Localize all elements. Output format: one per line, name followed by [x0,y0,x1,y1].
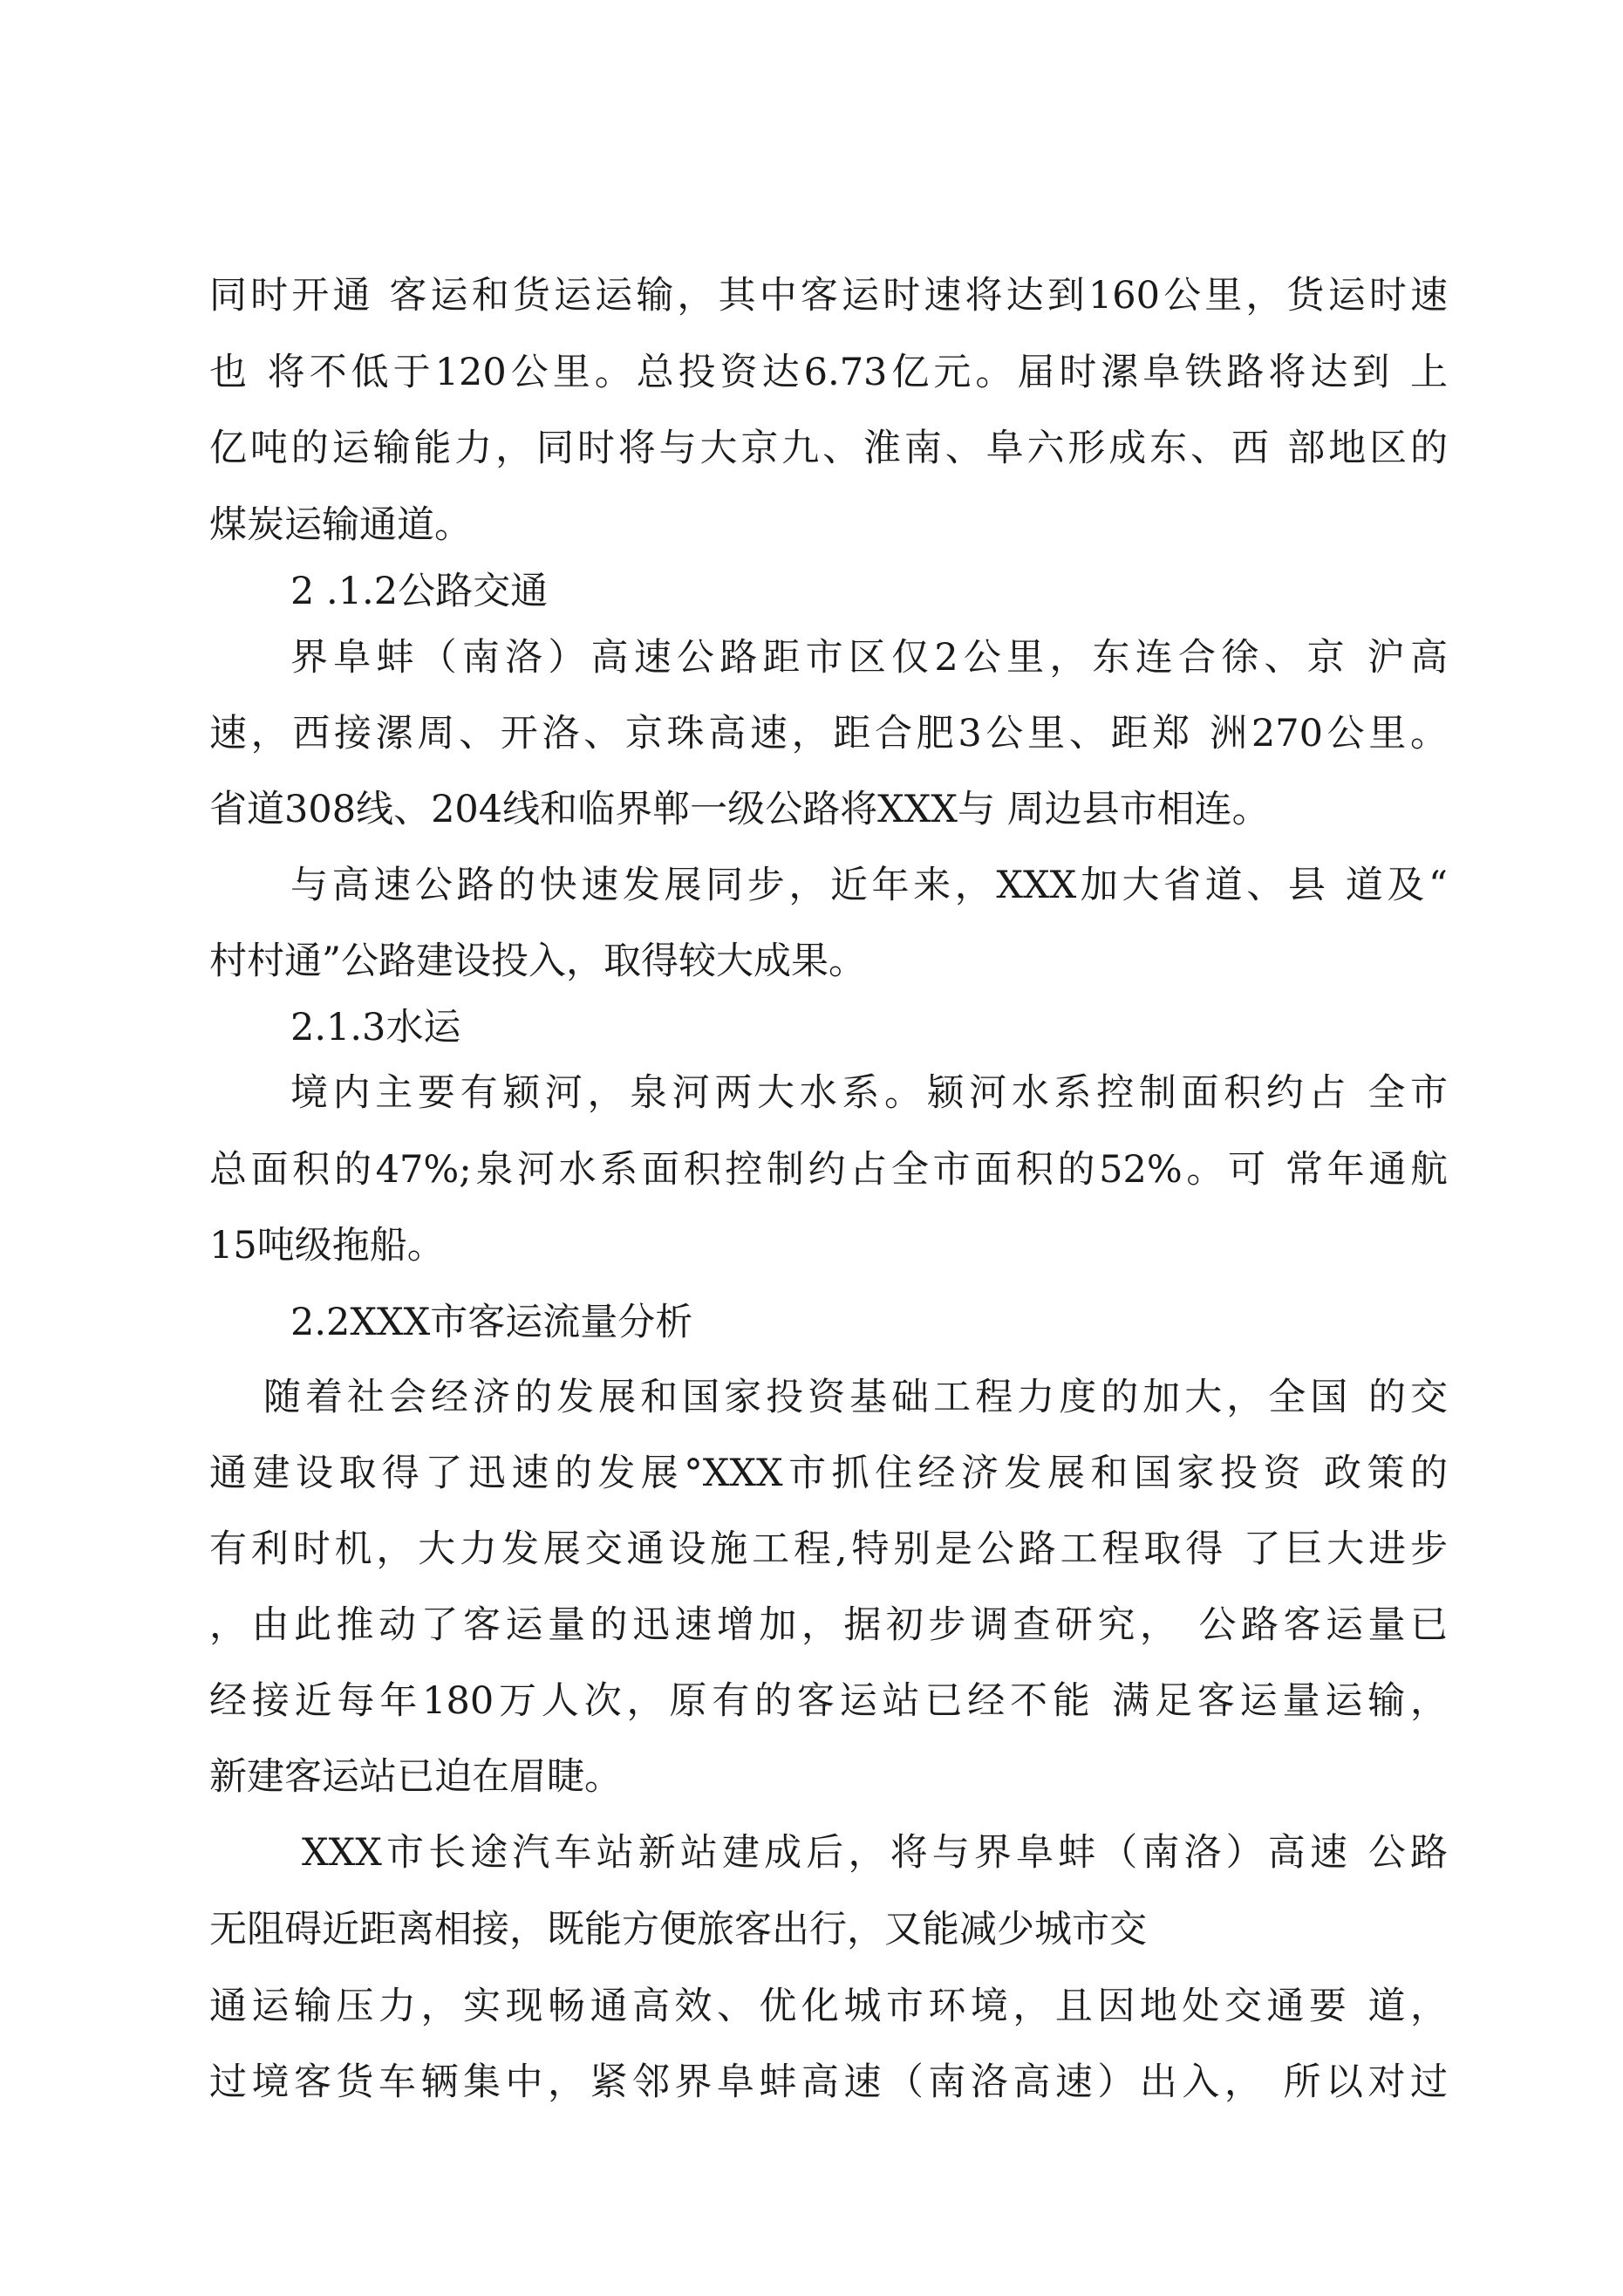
body-text-line: 经接近每年180万人次，原有的客运站已经不能 满足客运量运输， [209,1679,1448,1723]
body-text-line: 同时开通 客运和货运运输，其中客运时速将达到160公里，货运时速 [209,274,1448,318]
section-heading: 2 .1.2公路交通 [290,570,549,613]
body-text-line: 境内主要有颍河，泉河两大水系。颍河水系控制面积约占 全市 [290,1071,1448,1115]
body-text-line: 无阻碍近距离相接，既能方便旅客出行，又能减少城市交 [209,1908,1147,1951]
section-heading: 2.2XXX市客运流量分析 [290,1301,693,1344]
body-text-line: 村村通”公路建设投入，取得较大成果。 [209,940,866,983]
body-text-line: 与高速公路的快速发展同步，近年来，XXX加大省道、县 道及“ [290,864,1448,907]
body-text-line: 也 将不低于120公里。总投资达6.73亿元。届时漯阜铁路将达到 上 [209,351,1448,394]
body-text-line: 通建设取得了迅速的发展°XXX市抓住经济发展和国家投资 政策的 [209,1452,1448,1495]
body-text-line: 随着社会经济的发展和国家投资基础工程力度的加大，全国 的交 [263,1376,1448,1419]
body-text-line: 总面积的47%;泉河水系面积控制约占全市面积的52%。可 常年通航 [209,1148,1448,1192]
body-text-line: 过境客货车辆集中，紧邻界阜蚌高速（南洛高速）出入， 所以对过 [209,2060,1448,2104]
body-text-line: XXX市长途汽车站新站建成后，将与界阜蚌（南洛）高速 公路 [302,1831,1448,1875]
body-text-line: 新建客运站已迫在眉睫。 [209,1755,622,1799]
body-text-line: 界阜蚌（南洛）高速公路距市区仅2公里，东连合徐、京 沪高 [290,636,1448,680]
body-text-line: 通运输压力，实现畅通高效、优化城市环境，且因地处交通要 道， [209,1985,1448,2028]
body-text-line: 省道308线、204线和临界郸一级公路将XXX与 周边县市相连。 [209,788,1270,831]
body-text-line: 煤炭运输通道。 [209,503,472,547]
body-text-line: ，由此推动了客运量的迅速增加，据初步调查研究， 公路客运量已 [209,1603,1448,1647]
section-heading: 2.1.3水运 [290,1006,461,1049]
body-text-line: 速，西接漯周、开洛、京珠高速，距合肥3公里、距郑 洲270公里。 [209,712,1448,755]
body-text-line: 有利时机，大力发展交通设施工程,特别是公路工程取得 了巨大进步 [209,1527,1448,1571]
body-text-line: 15吨级拖船。 [209,1224,445,1268]
body-text-line: 亿吨的运输能力，同时将与大京九、淮南、阜六形成东、西 部地区的 [209,427,1448,470]
